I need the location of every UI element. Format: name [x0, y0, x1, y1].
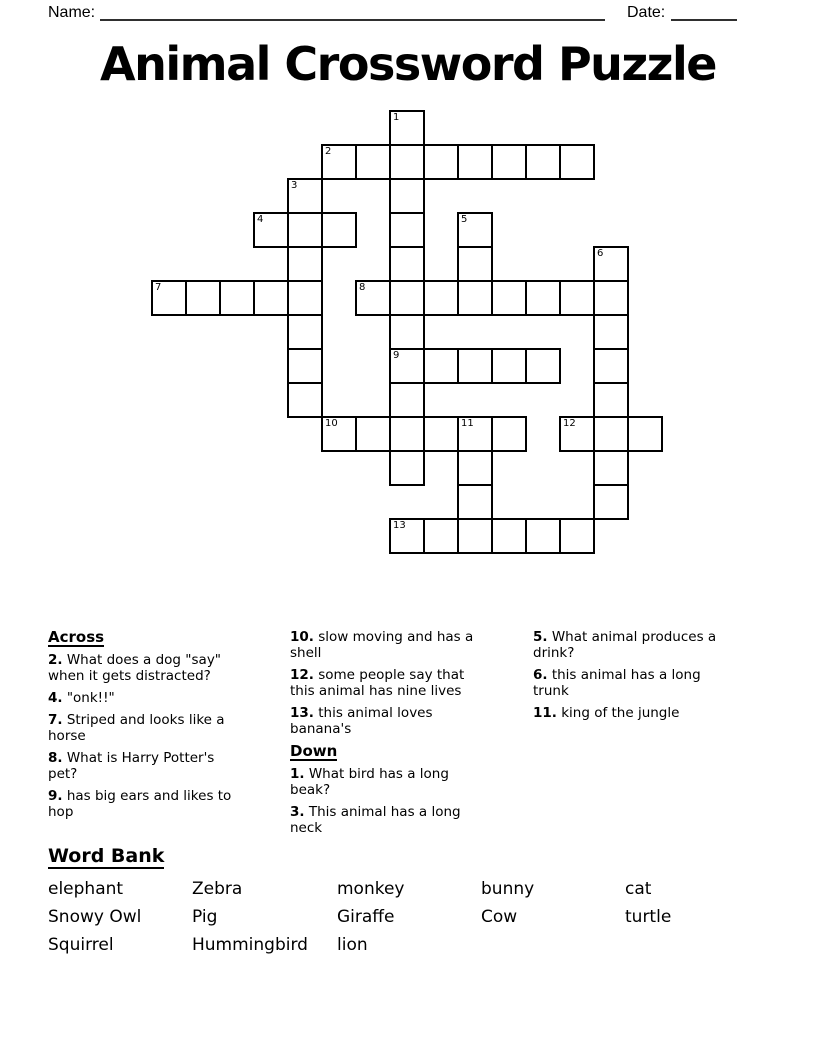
- clue-number: 10.: [290, 629, 314, 645]
- grid-cell-r1c9[interactable]: [457, 144, 493, 180]
- grid-cell-r1c6[interactable]: [355, 144, 391, 180]
- grid-cell-r5c3[interactable]: [253, 280, 289, 316]
- cell-number: 4: [257, 214, 264, 225]
- grid-cell-r9c6[interactable]: [355, 416, 391, 452]
- cell-number: 1: [393, 112, 400, 123]
- word-bank-item: Giraffe: [337, 907, 395, 927]
- clue-number: 12.: [290, 667, 314, 683]
- across-heading-text: Across: [48, 628, 105, 646]
- grid-cell-r9c8[interactable]: [423, 416, 459, 452]
- grid-cell-r1c12[interactable]: [559, 144, 595, 180]
- grid-cell-r3c7[interactable]: [389, 212, 425, 248]
- clues-column-right: [533, 629, 733, 727]
- word-bank-item: Pig: [192, 907, 218, 927]
- word-bank-item: monkey: [337, 879, 405, 899]
- grid-cell-r9c13[interactable]: [593, 416, 629, 452]
- cell-number: 6: [597, 248, 604, 259]
- word-bank-item: Zebra: [192, 879, 243, 899]
- clue-4: 4. "onk!!": [48, 690, 115, 706]
- grid-cell-r2c7[interactable]: [389, 178, 425, 214]
- cell-number: 2: [325, 146, 332, 157]
- grid-cell-r3c4[interactable]: [287, 212, 323, 248]
- grid-cell-r11c9[interactable]: [457, 484, 493, 520]
- cell-number: 10: [325, 418, 338, 429]
- grid-cell-r4c4[interactable]: [287, 246, 323, 282]
- grid-cell-r5c0[interactable]: [151, 280, 187, 316]
- grid-cell-r1c7[interactable]: [389, 144, 425, 180]
- clue-10: 10. slow moving and has a shell: [290, 629, 474, 661]
- cell-number: 9: [393, 350, 400, 361]
- clue-2: 2. What does a dog "say" when it gets distracted?: [48, 652, 222, 684]
- cell-number: 13: [393, 520, 406, 531]
- grid-cell-r4c7[interactable]: [389, 246, 425, 282]
- grid-cell-r0c7[interactable]: [389, 110, 425, 146]
- cell-number: 3: [291, 180, 298, 191]
- clues-column-across: [48, 629, 244, 826]
- down-heading: [290, 743, 488, 761]
- name-fill-line[interactable]: [100, 3, 605, 21]
- grid-cell-r7c10[interactable]: [491, 348, 527, 384]
- word-bank-item: Cow: [481, 907, 518, 927]
- grid-cell-r5c12[interactable]: [559, 280, 595, 316]
- clue-number: 1.: [290, 766, 305, 782]
- grid-cell-r5c7[interactable]: [389, 280, 425, 316]
- grid-cell-r4c13[interactable]: [593, 246, 629, 282]
- grid-cell-r5c10[interactable]: [491, 280, 527, 316]
- clue-3: 3. This animal has a long neck: [290, 804, 461, 836]
- cell-number: 8: [359, 282, 366, 293]
- clue-6: 6. this animal has a long trunk: [533, 667, 701, 699]
- word-bank-heading: [48, 845, 164, 869]
- across-heading: [48, 629, 244, 647]
- clue-number: 7.: [48, 712, 63, 728]
- clue-1: 1. What bird has a long beak?: [290, 766, 449, 798]
- clue-number: 9.: [48, 788, 63, 804]
- clue-9: 9. has big ears and likes to hop: [48, 788, 232, 820]
- clue-8: 8. What is Harry Potter's pet?: [48, 750, 215, 782]
- date-label: Date:: [627, 4, 666, 21]
- grid-cell-r5c1[interactable]: [185, 280, 221, 316]
- grid-cell-r9c5[interactable]: [321, 416, 357, 452]
- cell-number: 5: [461, 214, 468, 225]
- clue-7: 7. Striped and looks like a horse: [48, 712, 225, 744]
- grid-cell-r5c9[interactable]: [457, 280, 493, 316]
- grid-cell-r4c9[interactable]: [457, 246, 493, 282]
- grid-cell-r8c4[interactable]: [287, 382, 323, 418]
- grid-cell-r5c13[interactable]: [593, 280, 629, 316]
- clues-column-middle: [290, 629, 488, 842]
- grid-cell-r5c11[interactable]: [525, 280, 561, 316]
- grid-cell-r1c10[interactable]: [491, 144, 527, 180]
- page-title: Animal Crossword Puzzle: [100, 37, 716, 91]
- clue-number: 11.: [533, 705, 557, 721]
- word-bank-item: cat: [625, 879, 652, 899]
- clue-number: 3.: [290, 804, 305, 820]
- cell-number: 7: [155, 282, 162, 293]
- grid-cell-r10c9[interactable]: [457, 450, 493, 486]
- word-bank-item: lion: [337, 935, 368, 955]
- grid-cell-r3c3[interactable]: [253, 212, 289, 248]
- clue-number: 4.: [48, 690, 63, 706]
- grid-cell-r10c7[interactable]: [389, 450, 425, 486]
- word-bank-list: [48, 875, 792, 959]
- grid-cell-r7c8[interactable]: [423, 348, 459, 384]
- clue-5: 5. What animal produces a drink?: [533, 629, 717, 661]
- grid-cell-r7c11[interactable]: [525, 348, 561, 384]
- clue-number: 5.: [533, 629, 548, 645]
- word-bank-item: Squirrel: [48, 935, 114, 955]
- grid-cell-r3c9[interactable]: [457, 212, 493, 248]
- grid-cell-r10c13[interactable]: [593, 450, 629, 486]
- grid-cell-r5c2[interactable]: [219, 280, 255, 316]
- grid-cell-r11c13[interactable]: [593, 484, 629, 520]
- grid-cell-r9c14[interactable]: [627, 416, 663, 452]
- grid-cell-r5c8[interactable]: [423, 280, 459, 316]
- grid-cell-r9c9[interactable]: [457, 416, 493, 452]
- grid-cell-r6c7[interactable]: [389, 314, 425, 350]
- grid-cell-r12c10[interactable]: [491, 518, 527, 554]
- grid-cell-r12c8[interactable]: [423, 518, 459, 554]
- grid-cell-r12c12[interactable]: [559, 518, 595, 554]
- word-bank-item: elephant: [48, 879, 124, 899]
- clue-number: 13.: [290, 705, 314, 721]
- word-bank-item: bunny: [481, 879, 535, 899]
- crossword-grid: [151, 110, 663, 554]
- cell-number: 12: [563, 418, 576, 429]
- grid-cell-r7c13[interactable]: [593, 348, 629, 384]
- grid-cell-r12c11[interactable]: [525, 518, 561, 554]
- grid-cell-r7c4[interactable]: [287, 348, 323, 384]
- grid-cell-r12c7[interactable]: [389, 518, 425, 554]
- grid-cell-r1c8[interactable]: [423, 144, 459, 180]
- clue-12: 12. some people say that this animal has nine lives: [290, 667, 465, 699]
- clue-13: 13. this animal loves banana's: [290, 705, 433, 737]
- date-fill-line[interactable]: [671, 3, 737, 21]
- word-bank-item: Hummingbird: [192, 935, 308, 955]
- grid-cell-r6c4[interactable]: [287, 314, 323, 350]
- word-bank-item: turtle: [625, 907, 672, 927]
- name-label: Name:: [48, 4, 96, 21]
- grid-cell-r5c4[interactable]: [287, 280, 323, 316]
- clue-number: 2.: [48, 652, 63, 668]
- grid-cell-r7c7[interactable]: [389, 348, 425, 384]
- grid-cell-r8c13[interactable]: [593, 382, 629, 418]
- grid-cell-r2c4[interactable]: [287, 178, 323, 214]
- down-heading-text: Down: [290, 742, 338, 760]
- cell-number: 11: [461, 418, 474, 429]
- word-bank-item: Snowy Owl: [48, 907, 142, 927]
- grid-cell-r9c10[interactable]: [491, 416, 527, 452]
- word-bank-heading-text: Word Bank: [48, 845, 165, 867]
- clue-11: 11. king of the jungle: [533, 705, 680, 721]
- grid-cell-r7c9[interactable]: [457, 348, 493, 384]
- grid-cell-r9c7[interactable]: [389, 416, 425, 452]
- grid-cell-r3c5[interactable]: [321, 212, 357, 248]
- clue-number: 8.: [48, 750, 63, 766]
- grid-cell-r1c5[interactable]: [321, 144, 357, 180]
- grid-cell-r5c6[interactable]: [355, 280, 391, 316]
- grid-cell-r6c13[interactable]: [593, 314, 629, 350]
- grid-cell-r12c9[interactable]: [457, 518, 493, 554]
- grid-cell-r9c12[interactable]: [559, 416, 595, 452]
- grid-cell-r1c11[interactable]: [525, 144, 561, 180]
- grid-cell-r8c7[interactable]: [389, 382, 425, 418]
- clue-number: 6.: [533, 667, 548, 683]
